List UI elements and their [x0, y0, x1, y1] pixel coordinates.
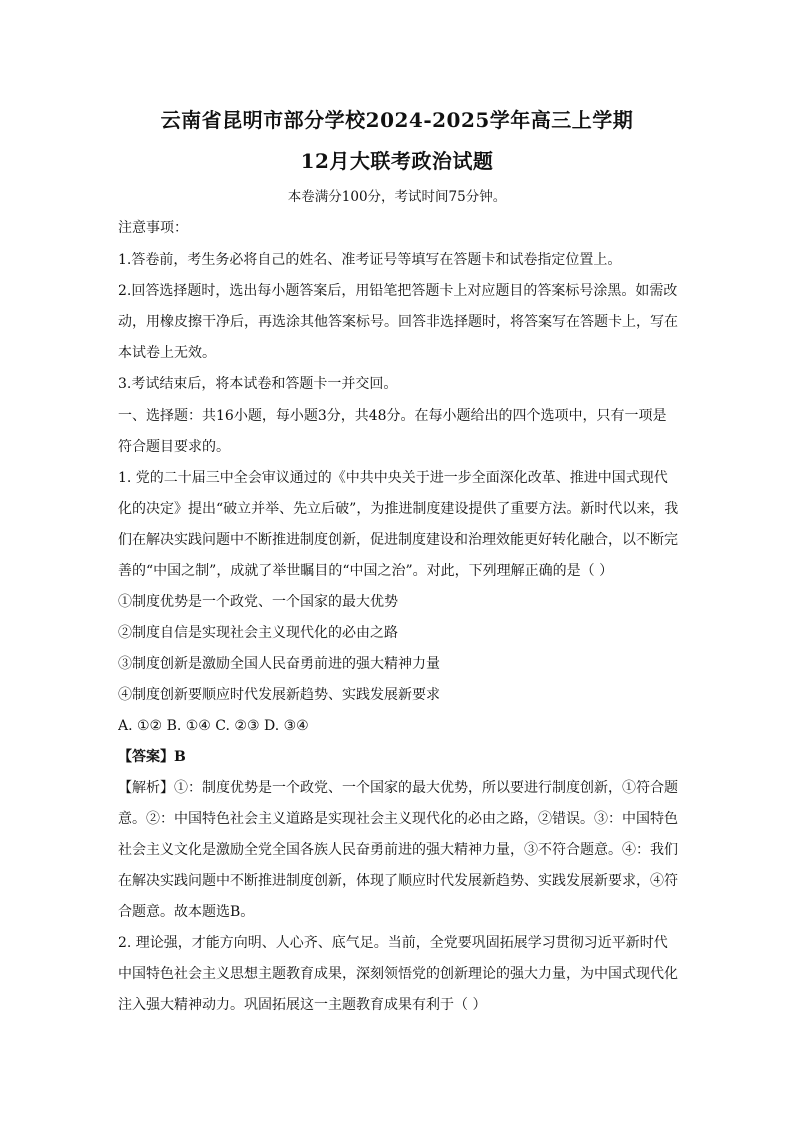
- q1-option: ①制度优势是一个政党、一个国家的最大优势: [118, 594, 398, 610]
- q1-analysis-line: 【解析】①：制度优势是一个政党、一个国家的最大优势，所以要进行制度创新，①符合题: [118, 780, 678, 796]
- exam-title-line2: 12月大联考政治试题: [300, 149, 494, 173]
- exam-title-line1: 云南省昆明市部分学校2024-2025学年高三上学期: [160, 108, 634, 132]
- q1-analysis-line: 合题意。故本题选B。: [118, 904, 255, 920]
- section-heading-line: 符合题目要求的。: [118, 439, 230, 455]
- q1-analysis-line: 在解决实践问题中不断推进制度创新，体现了顺应时代发展新趋势、实践发展新要求，④符: [118, 873, 678, 889]
- notes-heading: 注意事项：: [118, 220, 188, 236]
- section-heading-line: 一、选择题：共16小题，每小题3分，共48分。在每小题给出的四个选项中，只有一项是: [118, 408, 667, 424]
- notes-line: 本试卷上无效。: [118, 345, 216, 361]
- q1-choices: A. ①② B. ①④ C. ②③ D. ③④: [118, 718, 309, 734]
- exam-subtitle: 本卷满分100分，考试时间75分钟。: [287, 189, 507, 205]
- q1-answer: 【答案】B: [118, 749, 186, 765]
- notes-line: 3.考试结束后，将本试卷和答题卡一并交回。: [118, 376, 398, 392]
- q1-stem-line: 1. 党的二十届三中全会审议通过的《中共中央关于进一步全面深化改革、推进中国式现代: [118, 470, 668, 486]
- q1-analysis-line: 社会主义文化是激励全党全国各族人民奋勇前进的强大精神力量，③不符合题意。④：我们: [118, 842, 678, 858]
- notes-line: 2.回答选择题时，选出每小题答案后，用铅笔把答题卡上对应题目的答案标号涂黑。如需改: [118, 283, 678, 299]
- q1-option: ②制度自信是实现社会主义现代化的必由之路: [118, 625, 398, 641]
- q1-stem-line: 化的决定》提出“破立并举、先立后破”，为推进制度建设提供了重要方法。新时代以来，我: [118, 501, 678, 517]
- notes-line: 1.答卷前，考生务必将自己的姓名、准考证号等填写在答题卡和试卷指定位置上。: [118, 252, 622, 268]
- q1-option: ③制度创新是激励全国人民奋勇前进的强大精神力量: [118, 656, 440, 672]
- q1-analysis-line: 意。②：中国特色社会主义道路是实现社会主义现代化的必由之路，②错误。③：中国特色: [118, 811, 678, 827]
- notes-line: 动，用橡皮擦干净后，再选涂其他答案标号。回答非选择题时，将答案写在答题卡上，写在: [118, 314, 678, 330]
- q1-stem-line: 善的“中国之制”，成就了举世瞩目的“中国之治”。对此，下列理解正确的是（ ）: [118, 563, 614, 579]
- q2-stem-line: 中国特色社会主义思想主题教育成果，深刻领悟党的创新理论的强大力量，为中国式现代化: [118, 966, 678, 982]
- q1-option: ④制度创新要顺应时代发展新趋势、实践发展新要求: [118, 687, 440, 703]
- q1-stem-line: 们在解决实践问题中不断推进制度创新，促进制度建设和治理效能更好转化融合，以不断完: [118, 532, 678, 548]
- q2-stem-line: 注入强大精神动力。巩固拓展这一主题教育成果有利于（ ）: [118, 997, 487, 1013]
- q2-stem-line: 2. 理论强，才能方向明、人心齐、底气足。当前，全党要巩固拓展学习贯彻习近平新时代: [118, 935, 668, 951]
